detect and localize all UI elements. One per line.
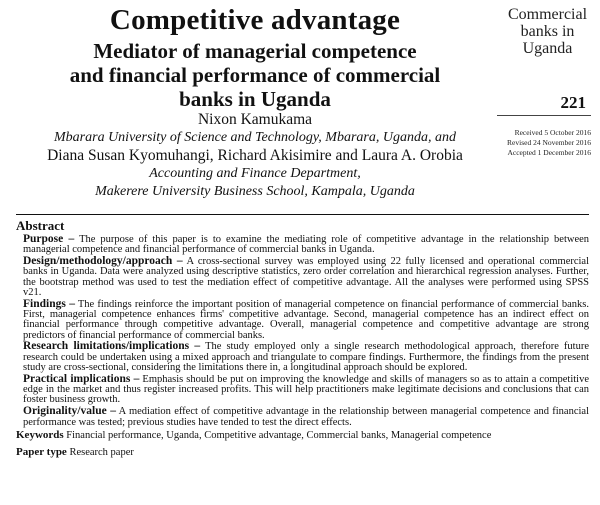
abstract-purpose — [23, 234, 589, 256]
author-affiliation: Mbarara University of Science and Technology, Mbarara, Uganda, and — [54, 130, 456, 145]
section-label: Originality/value – — [23, 405, 116, 418]
running-title-line: Uganda — [522, 40, 573, 57]
running-title — [505, 6, 590, 57]
keywords-label: Keywords — [16, 428, 64, 441]
running-title-line: Commercial — [507, 6, 588, 23]
section-text: The purpose of this paper is to examine the mediating role of competitive advantage in the relationship between managerial competence and financial performance of commercial banks in Uganda. — [23, 234, 590, 256]
section-text: Emphasis should be put on improving the knowledge and skills of managers so as to attain a competitive edge in the market and thus register increased profits. This will help practitioners make legitimate decisions and conclusions that can foster business growth. — [23, 373, 590, 406]
submission-dates — [497, 128, 591, 158]
section-label: Design/methodology/approach – — [23, 255, 183, 268]
author-affiliation: Makerere University Business School, Kampala, Uganda — [95, 184, 415, 199]
section-text: A cross-sectional survey was employed using 22 fully licensed and operational commercial banks in Uganda. Data were analyzed using descriptive statistics, zero order correlation and hierarchical regression analyses. Further, the bootstrap method was used to test the mediation effect of competitive advantage. All the analyses were performed using SPSS v21. — [23, 256, 590, 298]
paper-type — [16, 446, 589, 458]
abstract-practical — [23, 374, 589, 406]
subtitle-line: and financial performance of commercial — [69, 63, 441, 87]
title-block — [20, 4, 490, 111]
section-text: A mediation effect of competitive advantage in the relationship between managerial competence and financial performance was tested; previous studies have tended to test the direct effects. — [23, 406, 589, 428]
date-accepted: Accepted 1 December 2016 — [507, 148, 591, 157]
date-revised: Revised 24 November 2016 — [507, 138, 591, 147]
article-subtitle — [20, 39, 490, 111]
subtitle-line: banks in Uganda — [179, 87, 331, 111]
section-label: Findings – — [23, 297, 75, 310]
abstract-body — [23, 234, 589, 428]
subtitle-line: Mediator of managerial competence — [93, 39, 417, 63]
abstract-findings — [23, 299, 589, 341]
section-text: The findings reinforce the important position of managerial competence on financial performance of commercial banks. First, managerial competence enhances firms' competitive advantage. Second, managerial competence has an indirect effect on financial performance through competitive advantage. Overall, managerial competence and competitive advantage are strong predictors of financial performance of commercial banks. — [23, 298, 589, 341]
section-label: Research limitations/implications – — [23, 340, 201, 353]
page-number: 221 — [560, 93, 586, 112]
running-title-line: banks in — [520, 23, 575, 40]
section-label: Practical implications – — [23, 372, 140, 385]
author-affiliation: Accounting and Finance Department, — [149, 166, 361, 181]
abstract — [16, 214, 589, 458]
abstract-originality — [23, 406, 589, 428]
sidebar-divider — [497, 115, 591, 116]
section-text: The study employed only a single research methodological approach, therefore future research could be undertaken using a mixed approach and triangulate to compare findings. Furthermore, the findings from the present study are cross-sectional, considering the limitations there in, a longitudinal approach should be explored. — [23, 341, 590, 374]
section-label: Purpose – — [23, 233, 75, 245]
article-title: Competitive advantage — [109, 4, 401, 36]
keywords-text: Financial performance, Uganda, Competitive advantage, Commercial banks, Managerial competence — [66, 429, 492, 441]
abstract-heading: Abstract — [16, 218, 65, 233]
keywords — [16, 430, 589, 441]
paper-type-text: Research paper — [69, 446, 134, 458]
date-received: Received 5 October 2016 — [514, 128, 591, 137]
paper-type-label: Paper type — [16, 445, 67, 458]
author-name: Nixon Kamukama — [197, 111, 313, 128]
author-block — [20, 111, 490, 201]
abstract-design — [23, 256, 589, 298]
author-name: Diana Susan Kyomuhangi, Richard Akisimire and Laura A. Orobia — [47, 147, 463, 164]
abstract-limitations — [23, 341, 589, 373]
